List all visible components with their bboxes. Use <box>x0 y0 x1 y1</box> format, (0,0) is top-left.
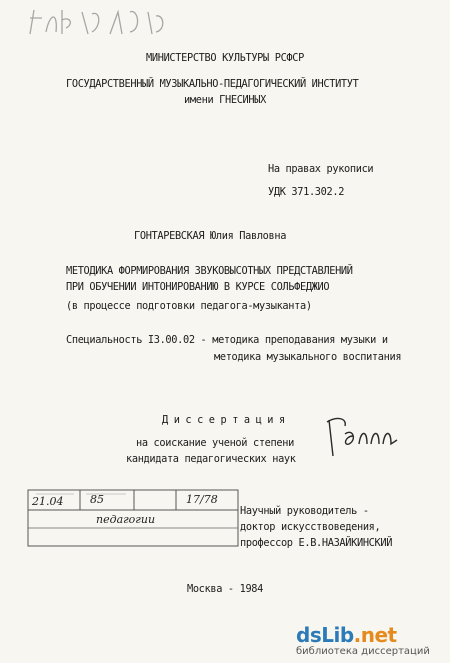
stamp-year: 85 <box>90 493 104 506</box>
advisor-line-3: профессор Е.В.НАЗАЙКИНСКИЙ <box>240 537 393 549</box>
advisor-line-2: доктор искусствоведения, <box>240 521 381 533</box>
udk-code: УДК 371.302.2 <box>268 186 345 198</box>
advisor-line-1: Научный руководитель - <box>240 505 369 517</box>
named-after-line: имени ГНЕСИНЫХ <box>184 94 266 106</box>
author-name: ГОНТАРЕВСКАЯ Юлия Павловна <box>134 230 287 242</box>
watermark-subtitle: библиотека диссертаций <box>296 646 430 657</box>
watermark-logo <box>296 623 397 647</box>
manuscript-rights: На правах рукописи <box>268 163 374 175</box>
stamp-date: 21.04 <box>32 495 64 508</box>
institute-line: ГОСУДАРСТВЕННЫЙ МУЗЫКАЛЬНО-ПЕДАГОГИЧЕСКИЙ ИНСТИТУТ <box>66 78 359 90</box>
dissertation-degree-line-1: на соискание ученой степени <box>136 437 294 449</box>
specialty-line-2: методика музыкального воспитания <box>214 351 402 363</box>
title-subtitle: (в процессе подготовки педагога-музыканта) <box>66 300 312 312</box>
specialty-line-1: Специальность I3.00.02 - методика преподавания музыки и <box>66 334 388 346</box>
city-year: Москва - 1984 <box>186 583 264 595</box>
title-line-2: ПРИ ОБУЧЕНИИ ИНТОНИРОВАНИЮ В КУРСЕ СОЛЬФЕДЖИО <box>66 281 330 293</box>
title-line-1: МЕТОДИКА ФОРМИРОВАНИЯ ЗВУКОВЫСОТНЫХ ПРЕДСТАВЛЕНИЙ <box>66 265 353 277</box>
stamp-word: педагогии <box>96 513 156 526</box>
dissertation-heading: Д и с с е р т а ц и я <box>162 414 285 426</box>
library-stamp <box>26 488 240 548</box>
watermark-logo-tld: .net <box>353 623 397 647</box>
handwritten-signature <box>323 414 399 460</box>
handwritten-scribble <box>26 4 176 42</box>
watermark <box>296 623 446 659</box>
ministry-line: МИНИСТЕРСТВО КУЛЬТУРЫ РСФСР <box>146 52 304 64</box>
watermark-logo-name: dsLib <box>296 623 354 647</box>
dissertation-degree-line-2: кандидата педагогических наук <box>126 453 296 465</box>
stamp-number: 17/78 <box>186 493 218 506</box>
